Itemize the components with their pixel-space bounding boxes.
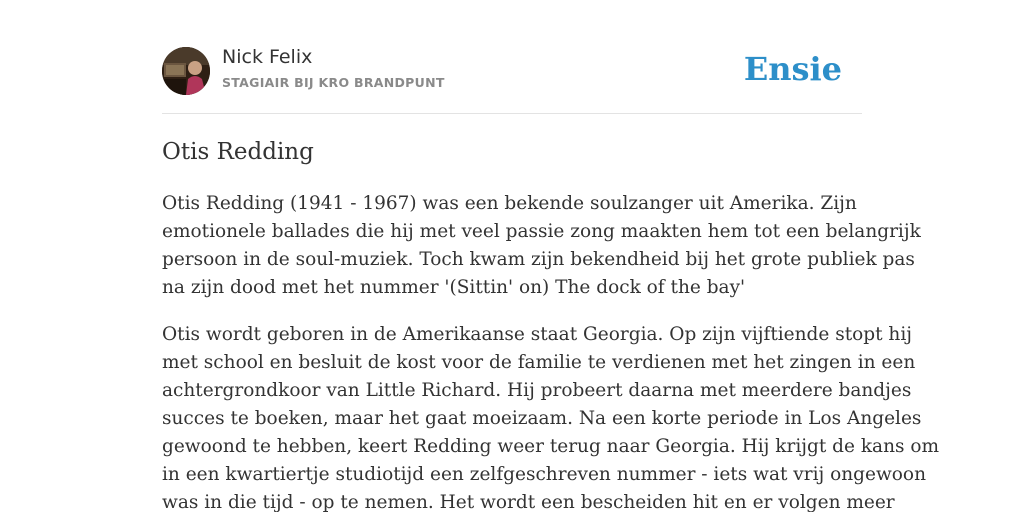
author-role: STAGIAIR BIJ KRO BRANDPUNT [222,75,445,90]
brand-logo[interactable]: Ensie [743,50,842,88]
author-avatar[interactable] [162,47,210,95]
text-line: gewoond te hebben, keert Redding weer terug naar Georgia. Hij krijgt de kans om [162,436,940,457]
text-line: met school en besluit de kost voor de familie te verdienen met het zingen in een [162,352,916,373]
text-line: succes te boeken, maar het gaat moeizaam. Na een korte periode in Los Angeles [162,408,922,429]
article-body [162,190,940,512]
text-line: na zijn dood met het nummer '(Sittin' on) The dock of the bay' [162,277,746,298]
avatar-photo [162,47,210,95]
author-name[interactable]: Nick Felix [222,46,313,68]
text-line: Otis wordt geboren in de Amerikaanse staat Georgia. Op zijn vijftiende stopt hij [162,324,912,345]
article-paragraph [162,321,940,512]
text-line: Otis Redding (1941 - 1967) was een bekende soulzanger uit Amerika. Zijn [162,193,857,214]
header-divider [162,113,862,114]
article-paragraph [162,190,921,302]
text-line: persoon in de soul-muziek. Toch kwam zijn bekendheid bij het grote publiek pas [162,249,915,270]
article-title: Otis Redding [162,139,314,165]
article-header [162,46,862,96]
text-line: in een kwartiertje studiotijd een zelfgeschreven nummer - iets wat vrij ongewoon [162,464,926,485]
text-line: emotionele ballades die hij met veel passie zong maakten hem tot een belangrijk [162,221,921,242]
text-line: was in die tijd - op te nemen. Het wordt een bescheiden hit en er volgen meer [162,492,895,512]
text-line: achtergrondkoor van Little Richard. Hij probeert daarna met meerdere bandjes [162,380,912,401]
